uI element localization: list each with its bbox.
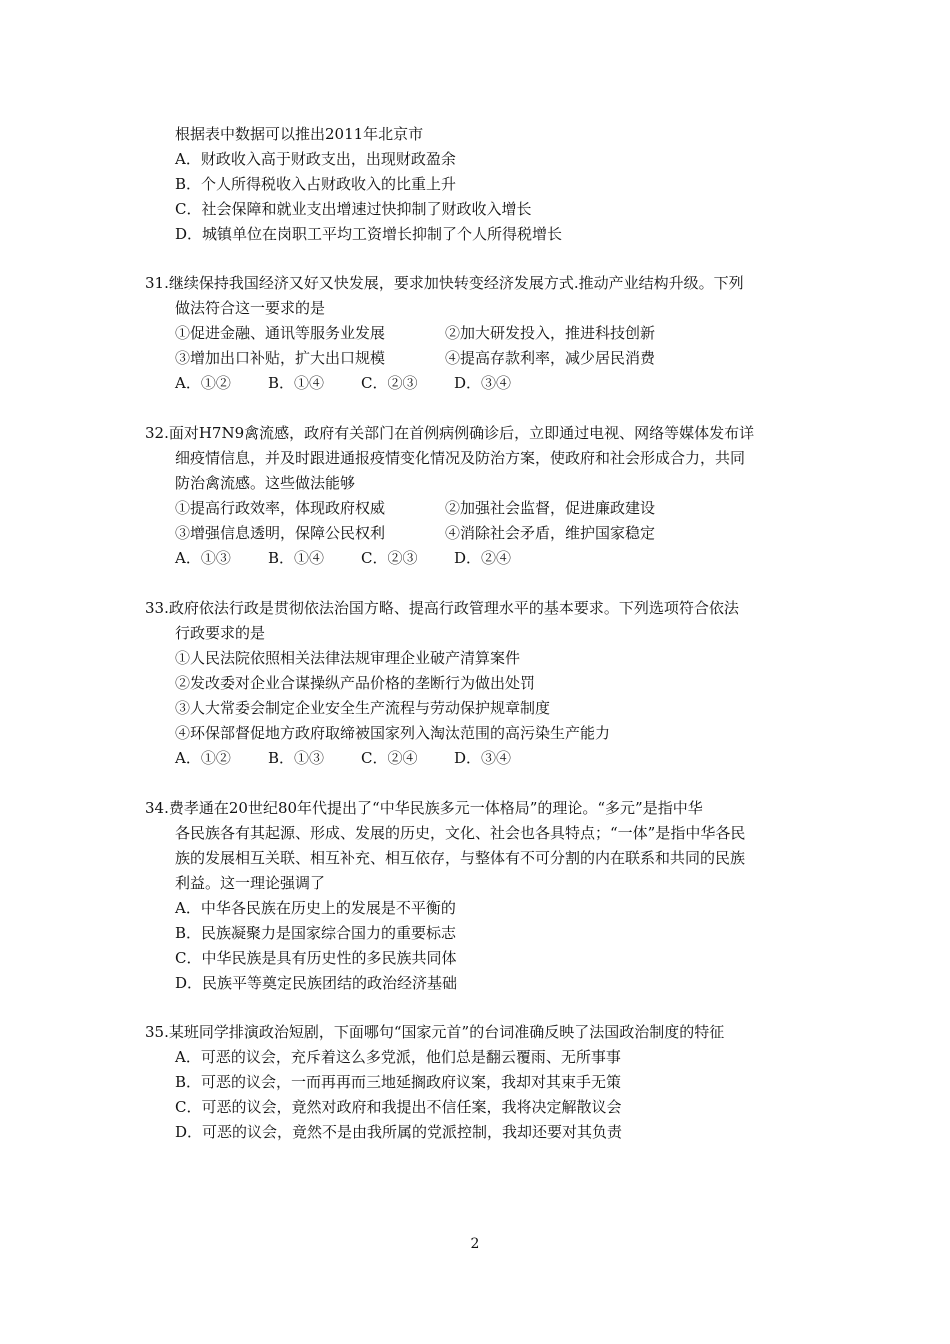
q30-option-a[interactable]: A．财政收入高于财政支出，出现财政盈余 [175, 150, 456, 168]
q32-statement-1: ①提高行政效率，体现政府权威 [175, 499, 386, 517]
q31-option-a[interactable]: A．①② [175, 374, 231, 392]
q33-option-d[interactable]: D．③④ [454, 749, 512, 767]
q34-option-d[interactable]: D．民族平等奠定民族团结的政治经济基础 [175, 974, 458, 992]
q31-statement-4: ④提高存款利率，减少居民消费 [445, 349, 656, 367]
q32-options [175, 548, 575, 568]
q32-statement-4: ④消除社会矛盾，维护国家稳定 [445, 524, 656, 542]
q32-statement-3: ③增强信息透明，保障公民权利 [175, 524, 386, 542]
q32-stem-line3: 防治禽流感。这些做法能够 [175, 474, 356, 492]
q34-stem-line2: 各民族各有其起源、形成、发展的历史，文化、社会也各具特点；“一体”是指中华各民 [175, 824, 746, 842]
q34-stem-line1: 34.费孝通在20世纪80年代提出了“中华民族多元一体格局”的理论。“多元”是指中华 [145, 799, 703, 817]
q35-option-d[interactable]: D．可恶的议会，竟然不是由我所属的党派控制，我却还要对其负责 [175, 1123, 623, 1141]
q33-statement-2: ②发改委对企业合谋操纵产品价格的垄断行为做出处罚 [175, 674, 536, 692]
q32-option-a[interactable]: A．①③ [175, 549, 231, 567]
q32-option-d[interactable]: D．②④ [454, 549, 512, 567]
q34-option-b[interactable]: B．民族凝聚力是国家综合国力的重要标志 [175, 924, 457, 942]
q34-option-a[interactable]: A．中华各民族在历史上的发展是不平衡的 [175, 899, 456, 917]
q33-statement-3: ③人大常委会制定企业安全生产流程与劳动保护规章制度 [175, 699, 551, 717]
q34-option-c[interactable]: C．中华民族是具有历史性的多民族共同体 [175, 949, 457, 967]
q31-option-d[interactable]: D．③④ [454, 374, 512, 392]
q32-stem-line2: 细疫情信息，并及时跟进通报疫情变化情况及防治方案，使政府和社会形成合力，共同 [175, 449, 746, 467]
q32-option-b[interactable]: B．①④ [268, 549, 325, 567]
q33-option-a[interactable]: A．①② [175, 749, 231, 767]
q31-options [175, 373, 575, 393]
q33-stem-line2: 行政要求的是 [175, 624, 266, 642]
q34-stem-line4: 利益。这一理论强调了 [175, 874, 326, 892]
q32-option-c[interactable]: C．②③ [361, 549, 418, 567]
q30-option-d[interactable]: D．城镇单位在岗职工平均工资增长抑制了个人所得税增长 [175, 225, 563, 243]
q31-option-c[interactable]: C．②③ [361, 374, 418, 392]
q35-stem-line1: 35.某班同学排演政治短剧，下面哪句“国家元首”的台词准确反映了法国政治制度的特征 [145, 1023, 725, 1041]
q35-option-a[interactable]: A．可恶的议会，充斥着这么多党派，他们总是翻云覆雨、无所事事 [175, 1048, 621, 1066]
q31-statement-3: ③增加出口补贴，扩大出口规模 [175, 349, 386, 367]
q32-statement-2: ②加强社会监督，促进廉政建设 [445, 499, 656, 517]
q33-stem-line1: 33.政府依法行政是贯彻依法治国方略、提高行政管理水平的基本要求。下列选项符合依法 [145, 599, 739, 617]
q31-stem-line2: 做法符合这一要求的是 [175, 299, 326, 317]
q33-statement-1: ①人民法院依照相关法律法规审理企业破产清算案件 [175, 649, 521, 667]
q31-option-b[interactable]: B．①④ [268, 374, 325, 392]
q33-option-b[interactable]: B．①③ [268, 749, 325, 767]
q35-option-c[interactable]: C．可恶的议会，竟然对政府和我提出不信任案，我将决定解散议会 [175, 1098, 622, 1116]
q30-option-b[interactable]: B．个人所得税收入占财政收入的比重上升 [175, 175, 457, 193]
q31-statement-1: ①促进金融、通讯等服务业发展 [175, 324, 386, 342]
q30-option-c[interactable]: C．社会保障和就业支出增速过快抑制了财政收入增长 [175, 200, 532, 218]
q33-options [175, 748, 575, 768]
q34-stem-line3: 族的发展相互关联、相互补充、相互依存，与整体有不可分割的内在联系和共同的民族 [175, 849, 746, 867]
q33-option-c[interactable]: C．②④ [361, 749, 418, 767]
q32-stem-line1: 32.面对H7N9禽流感，政府有关部门在首例病例确诊后，立即通过电视、网络等媒体发布详 [145, 424, 755, 442]
q35-option-b[interactable]: B．可恶的议会，一而再再而三地延搁政府议案，我却对其束手无策 [175, 1073, 622, 1091]
q31-stem-line1: 31.继续保持我国经济又好又快发展，要求加快转变经济发展方式.推动产业结构升级。下列 [145, 274, 744, 292]
q30-intro: 根据表中数据可以推出2011年北京市 [175, 125, 424, 143]
page-number: 2 [470, 1236, 480, 1252]
q31-statement-2: ②加大研发投入，推进科技创新 [445, 324, 656, 342]
q33-statement-4: ④环保部督促地方政府取缔被国家列入淘汰范围的高污染生产能力 [175, 724, 611, 742]
